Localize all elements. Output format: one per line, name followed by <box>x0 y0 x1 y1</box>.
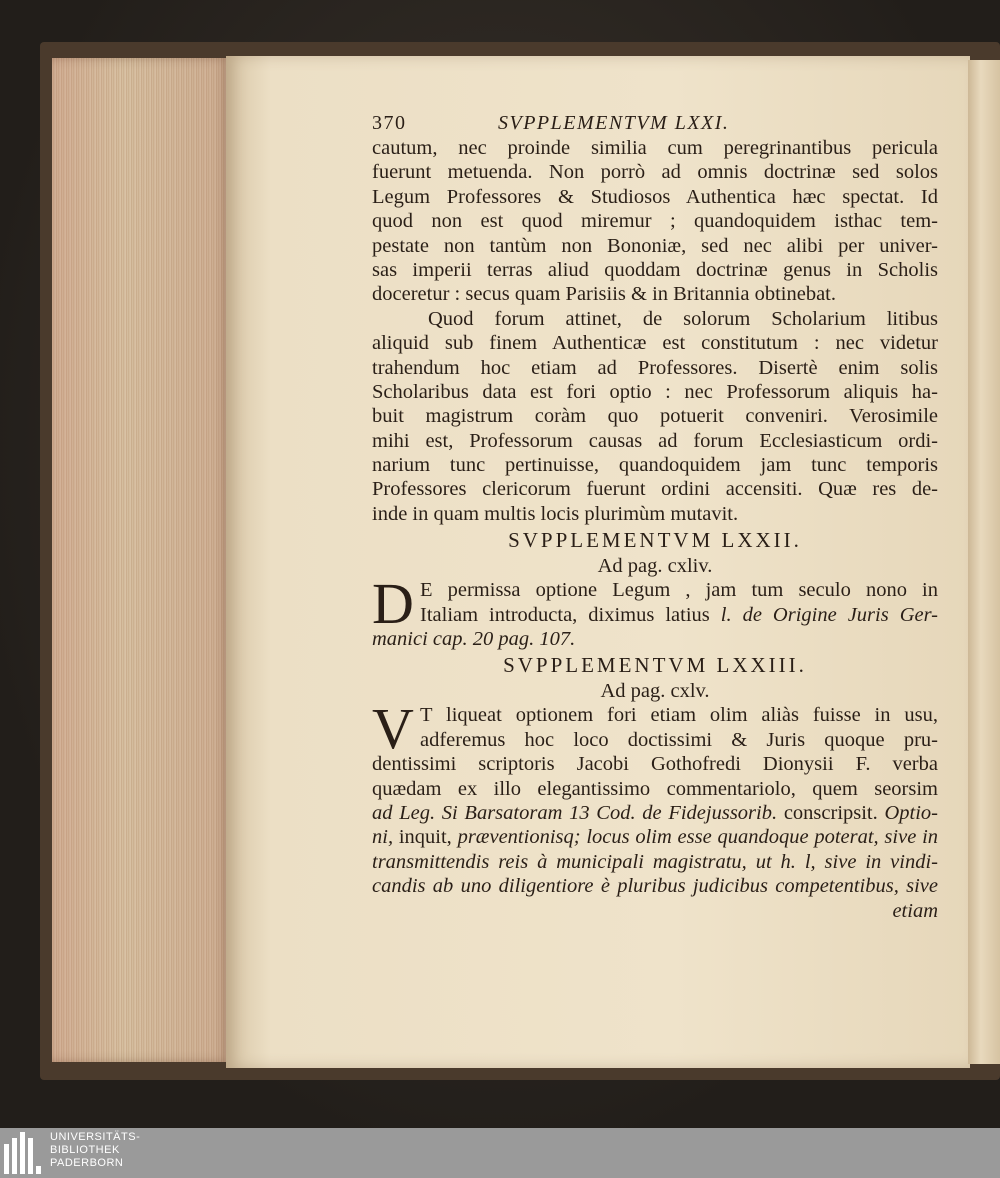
text-line: quod non est quod miremur ; quandoquidem isthac tem- <box>372 210 938 233</box>
page-header <box>372 110 938 136</box>
text-line: inde in quam multis locis plurimùm mutavit. <box>372 502 739 525</box>
text-line: Professores clericorum fuerunt ordini accensiti. Quæ res de- <box>372 478 938 501</box>
page-number: 370 <box>372 112 407 134</box>
library-name <box>50 1131 140 1170</box>
text-line: T liqueat optionem fori etiam olim aliàs fuisse in usu, <box>420 704 938 727</box>
text-line <box>372 825 938 849</box>
text-line: transmittendis reis à municipali magistratu, ut h. l, sive in vindi- <box>372 850 938 873</box>
citation: ad Leg. Si Barsatoram 13 Cod. de Fidejussorib. <box>372 801 778 824</box>
library-name-line: PADERBORN <box>50 1157 124 1169</box>
text-span: inquit, <box>398 826 452 849</box>
paragraph-lxxii <box>372 571 938 637</box>
text-line <box>372 603 938 627</box>
text-line: E permissa optione Legum , jam tum seculo nono in <box>420 579 938 602</box>
section-title-lxxiii: SVPPLEMENTVM LXXIII. <box>503 653 807 678</box>
quote-text: præventionisq; locus olim esse quandoque poterat, sive in <box>457 826 939 849</box>
facing-page-edge <box>968 60 1000 1064</box>
text-line: Scholaribus data est fori optio : nec Professorum aliquis ha- <box>372 380 938 403</box>
quote-start: Optio- <box>884 801 938 824</box>
text-line: Quod forum attinet, de solorum Scholarium litibus <box>428 307 938 330</box>
library-name-line: BIBLIOTHEK <box>50 1144 120 1156</box>
text-span: Italiam introducta, diximus latius <box>420 603 710 626</box>
text-line: quædam ex illo elegantissimo commentariolo, quem seorsim <box>372 777 938 800</box>
section-reference-lxxii: Ad pag. cxliv. <box>597 555 713 578</box>
section-reference-lxxiii: Ad pag. cxlv. <box>600 680 710 703</box>
page-text <box>372 110 938 923</box>
paragraph-lxxiii <box>372 696 938 762</box>
running-title: SVPPLEMENTVM LXXI. <box>498 112 730 134</box>
library-footer-bar <box>0 1128 1000 1178</box>
text-line: mihi est, Professorum causas ad forum Ecclesiasticum ordi- <box>372 429 938 452</box>
text-line: cautum, nec proinde similia cum peregrinantibus pericula <box>372 137 938 159</box>
citation: l. de Origine Juris Ger- <box>720 603 938 626</box>
text-line: pestate non tantùm non Bononiæ, sed nec alibi per univer- <box>372 234 938 257</box>
text-line: aliquid sub finem Authenticæ est constitutum : nec videtur <box>372 332 938 355</box>
book-page-edges <box>52 58 230 1062</box>
catchword: etiam <box>892 899 938 922</box>
text-line: adferemus hoc loco doctissimi & Juris quoque pru- <box>420 728 938 751</box>
text-line: doceretur : secus quam Parisiis & in Britannia obtinebat. <box>372 283 836 306</box>
text-line: dentissimi scriptoris Jacobi Gothofredi Dionysii F. verba <box>372 753 938 776</box>
text-span: conscripsit. <box>783 801 878 824</box>
section-title-lxxii: SVPPLEMENTVM LXXII. <box>508 528 802 553</box>
paragraph-1 <box>372 136 938 307</box>
drop-cap-initial: V <box>372 696 414 762</box>
text-line: sas imperii terras aliud quoddam doctrinæ genus in Scholis <box>372 258 938 281</box>
text-line: manici cap. 20 pag. 107. <box>372 628 576 651</box>
library-name-line: UNIVERSITÄTS- <box>50 1131 141 1143</box>
library-logo-icon <box>4 1132 40 1174</box>
text-line: candis ab uno diligentiore è pluribus judicibus competentibus, sive <box>372 875 938 898</box>
text-line: buit magistrum coràm quo potuerit conveniri. Verosimile <box>372 405 938 428</box>
text-line: Legum Professores & Studiosos Authentica hæc spectat. Id <box>372 185 938 208</box>
text-line: trahendum hoc etiam ad Professores. Disertè enim solis <box>372 356 938 379</box>
text-line: fuerunt metuenda. Non porrò ad omnis doctrinæ sed solos <box>372 161 938 184</box>
quote-text: ni, <box>372 826 394 849</box>
paragraph-2 <box>372 307 938 527</box>
drop-cap-initial: D <box>372 571 414 637</box>
text-line: narium tunc pertinuisse, quandoquidem jam tunc temporis <box>372 454 938 477</box>
text-line <box>372 801 938 825</box>
